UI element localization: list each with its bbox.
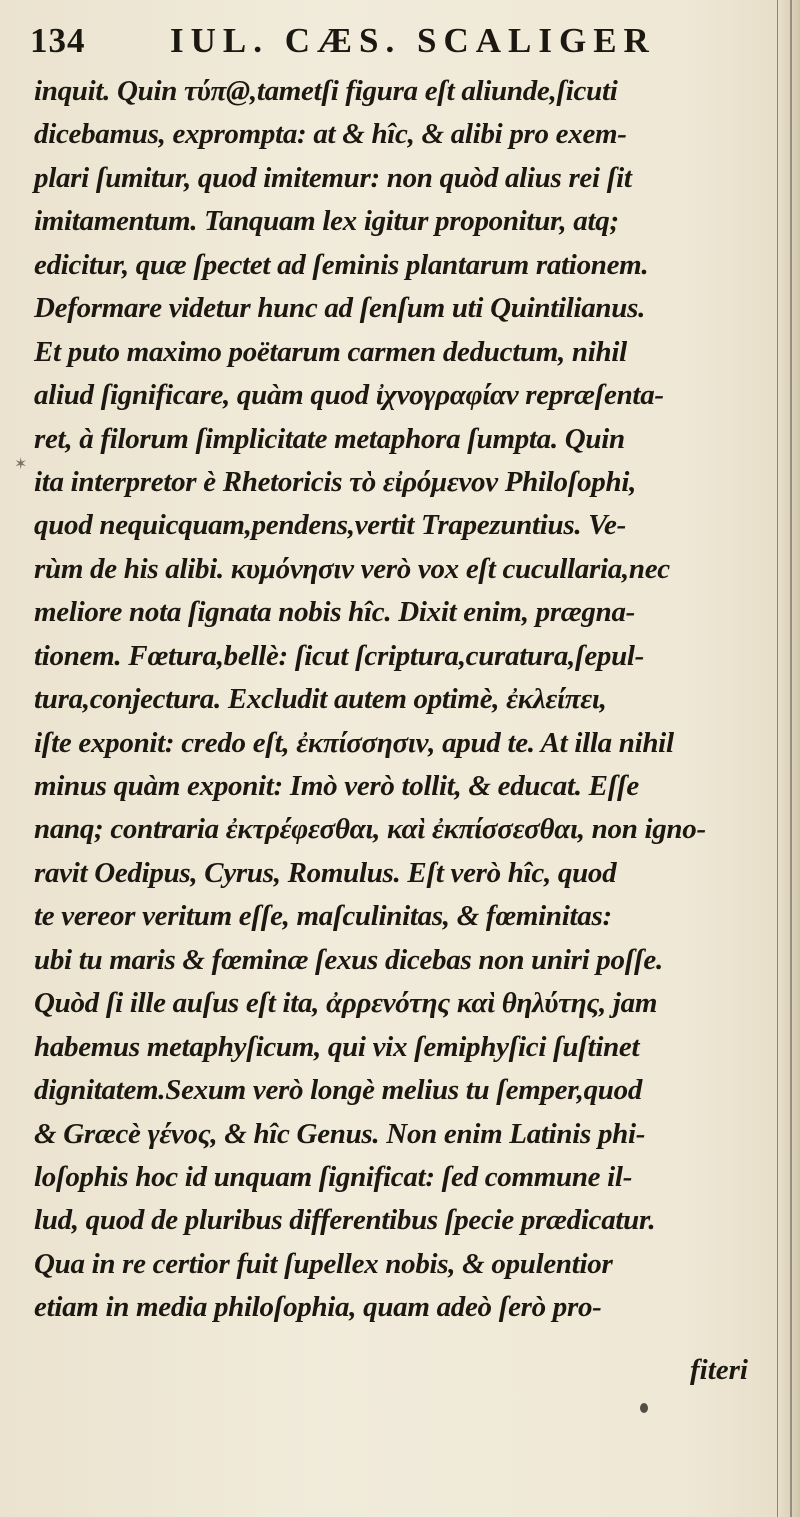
gutter-rule [790, 0, 792, 1517]
page-gutter [777, 0, 800, 1517]
text-line: ravit Oedipus, Cyrus, Romulus. Eſt verò hîc, quod [34, 856, 617, 889]
text-line: habemus metaphyſicum, qui vix ſemiphyſici ſuſtinet [34, 1030, 640, 1063]
text-line: tura,conjectura. Excludit autem optimè, ἐκλείπει, [34, 683, 607, 716]
text-line: loſophis hoc id unquam ſignificat: ſed commune il- [34, 1160, 633, 1193]
ink-smudge [640, 1403, 648, 1413]
catchword: fiteri [690, 1354, 748, 1386]
text-line: ubi tu maris & fœminæ ſexus dicebas non uniri poſſe. [34, 943, 663, 976]
text-line: lud, quod de pluribus differentibus ſpecie prædicatur. [34, 1204, 656, 1237]
margin-mark-icon: ✶ [14, 454, 28, 473]
text-line: dicebamus, exprompta: at & hîc, & alibi pro exem- [34, 118, 627, 151]
text-line: Et puto maximo poëtarum carmen deductum, nihil [34, 335, 627, 368]
text-line: aliud ſignificare, quàm quod ἰχνογραφίαν repræſenta- [34, 379, 664, 412]
text-line: quod nequicquam,pendens,vertit Trapezuntius. Ve- [34, 509, 626, 542]
text-line: te vereor veritum eſſe, maſculinitas, & fœminitas: [34, 900, 612, 933]
text-line: iſte exponit: credo eſt, ἐκπίσσησιν, apud te. At illa nihil [34, 726, 674, 759]
text-line: rùm de his alibi. κυμόνησιν verò vox eſt cucullaria,nec [34, 552, 670, 585]
text-line: Qua in re certior fuit ſupellex nobis, & opulentior [34, 1247, 613, 1280]
text-line: Deformare videtur hunc ad ſenſum uti Quintilianus. [34, 292, 646, 325]
text-line: edicitur, quæ ſpectet ad ſeminis plantarum rationem. [34, 248, 649, 281]
text-line: minus quàm exponit: Imò verò tollit, & educat. Eſſe [34, 770, 639, 802]
text-line: Quòd ſi ille auſus eſt ita, ἀρρενότης καὶ θηλύτης, jam [34, 987, 658, 1020]
text-line: nanq; contraria ἐκτρέφεσθαι, καὶ ἐκπίσσεσθαι, non igno- [34, 813, 706, 846]
text-line: meliore nota ſignata nobis hîc. Dixit enim, prægna- [34, 596, 636, 629]
body-text [34, 70, 782, 1330]
text-line: plari ſumitur, quod imitemur: non quòd alius rei ſit [34, 161, 632, 194]
page-number: 134 [30, 21, 86, 60]
text-line: imitamentum. Tanquam lex igitur proponitur, atq; [34, 205, 619, 238]
text-line: inquit. Quin τύπ@,tametſi figura eſt aliunde,ſicuti [34, 75, 618, 107]
text-line: ret, à filorum ſimplicitate metaphora ſumpta. Quin [34, 422, 625, 455]
running-head: IUL. CÆS. SCALIGER [170, 21, 656, 60]
text-line: dignitatem.Sexum verò longè melius tu ſemper,quod [34, 1074, 643, 1107]
page-header [30, 18, 770, 64]
text-line: & Græcè γένος, & hîc Genus. Non enim Latinis phi- [34, 1117, 646, 1150]
text-line: ita interpretor è Rhetoricis τὸ εἰρόμενον Philoſophi, [34, 465, 637, 498]
text-line: tionem. Fœtura,bellè: ſicut ſcriptura,curatura,ſepul- [34, 639, 645, 672]
text-line: etiam in media philoſophia, quam adeò ſerò pro- [34, 1291, 602, 1324]
